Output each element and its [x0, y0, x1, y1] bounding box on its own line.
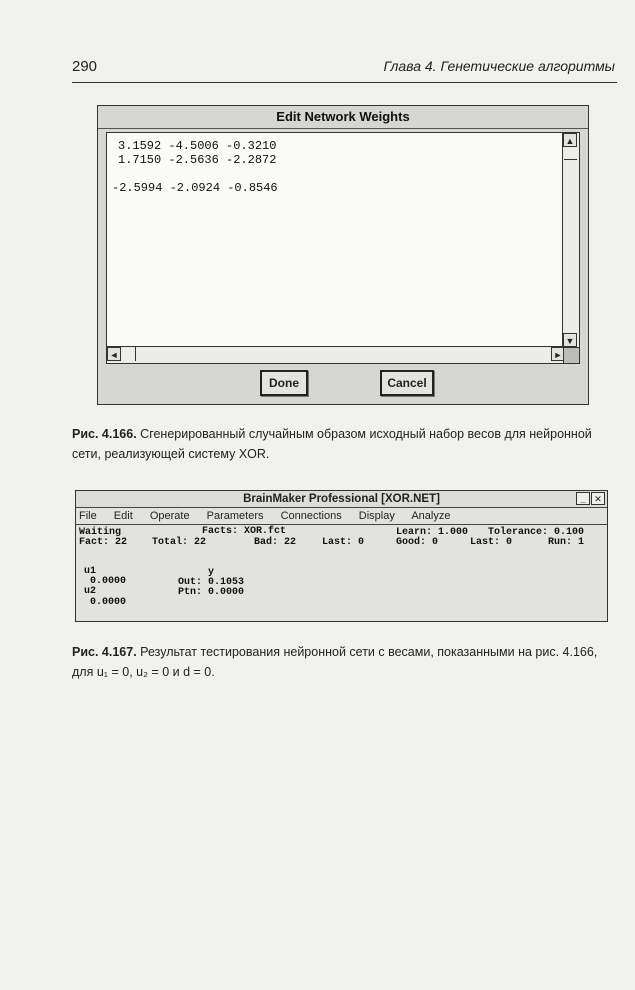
output-ptn: Ptn: 0.0000 [178, 587, 245, 598]
edit-weights-dialog [97, 105, 589, 405]
weights-text [112, 139, 278, 195]
output-y-label: y [208, 567, 215, 578]
scroll-corner [563, 347, 579, 363]
menu-display[interactable]: Display [358, 510, 395, 522]
scroll-down-icon[interactable]: ▼ [563, 333, 577, 347]
menu-operate[interactable]: Operate [149, 510, 190, 522]
figure-caption-2 [72, 642, 617, 682]
header-rule [72, 82, 617, 83]
cancel-button[interactable]: Cancel [380, 370, 434, 396]
input-u1-value: 0.0000 [90, 576, 127, 587]
menu-connections[interactable]: Connections [280, 510, 342, 522]
hscroll-thumb[interactable] [121, 347, 136, 361]
dialog-title: Edit Network Weights [98, 106, 588, 129]
status-fact: Fact: 22 [79, 537, 128, 548]
status-facts: Facts: XOR.fct [202, 526, 287, 537]
scroll-up-icon[interactable]: ▲ [563, 133, 577, 147]
page-number: 290 [72, 58, 98, 75]
brainmaker-window [75, 490, 608, 622]
weights-line: -2.5994 -2.0924 -0.8546 [112, 181, 278, 195]
scroll-right-icon[interactable]: ► [551, 347, 565, 361]
input-u2-value: 0.0000 [90, 597, 127, 608]
menu-bar [76, 508, 607, 525]
menu-edit[interactable]: Edit [113, 510, 133, 522]
caption-text: Результат тестирования нейронной сети с весами, показанными на рис. 4.166, для u₁ = 0, u₂ = 0 и d = 0. [72, 645, 598, 679]
scroll-thumb[interactable] [564, 147, 577, 160]
status-total: Total: 22 [152, 537, 207, 548]
status-waiting: Waiting [79, 527, 122, 538]
status-bad: Bad: 22 [254, 537, 297, 548]
caption-label: Рис. 4.166. [72, 427, 137, 441]
status-tolerance: Tolerance: 0.100 [488, 527, 585, 538]
status-run: Run: 1 [548, 537, 585, 548]
figure-caption-1 [72, 424, 617, 464]
weights-line: 3.1592 -4.5006 -0.3210 [118, 139, 277, 153]
minimize-icon[interactable]: _ [576, 492, 590, 505]
running-head: Глава 4. Генетические алгоритмы [383, 58, 615, 74]
menu-analyze[interactable]: Analyze [411, 510, 451, 522]
close-icon[interactable]: ✕ [591, 492, 605, 505]
input-u2-label: u2 [84, 586, 97, 597]
status-learn: Learn: 1.000 [396, 527, 469, 538]
weights-text-area[interactable] [106, 132, 580, 364]
output-out: Out: 0.1053 [178, 577, 245, 588]
done-button[interactable]: Done [260, 370, 308, 396]
caption-text: Сгенерированный случайным образом исходный набор весов для нейронной сети, реализующей систему XOR. [72, 427, 592, 461]
menu-parameters[interactable]: Parameters [206, 510, 264, 522]
input-u1-label: u1 [84, 566, 97, 577]
caption-label: Рис. 4.167. [72, 645, 137, 659]
weights-line: 1.7150 -2.5636 -2.2872 [118, 153, 277, 167]
status-last-good: Last: 0 [470, 537, 513, 548]
blank-line [117, 167, 278, 181]
status-good: Good: 0 [396, 537, 439, 548]
vertical-scrollbar[interactable] [562, 133, 579, 347]
window-title-bar [76, 491, 607, 508]
status-last: Last: 0 [322, 537, 365, 548]
menu-file[interactable]: File [79, 510, 97, 522]
horizontal-scrollbar[interactable] [107, 346, 565, 363]
window-title: BrainMaker Professional [XOR.NET] [243, 493, 440, 505]
scroll-left-icon[interactable]: ◄ [107, 347, 121, 361]
